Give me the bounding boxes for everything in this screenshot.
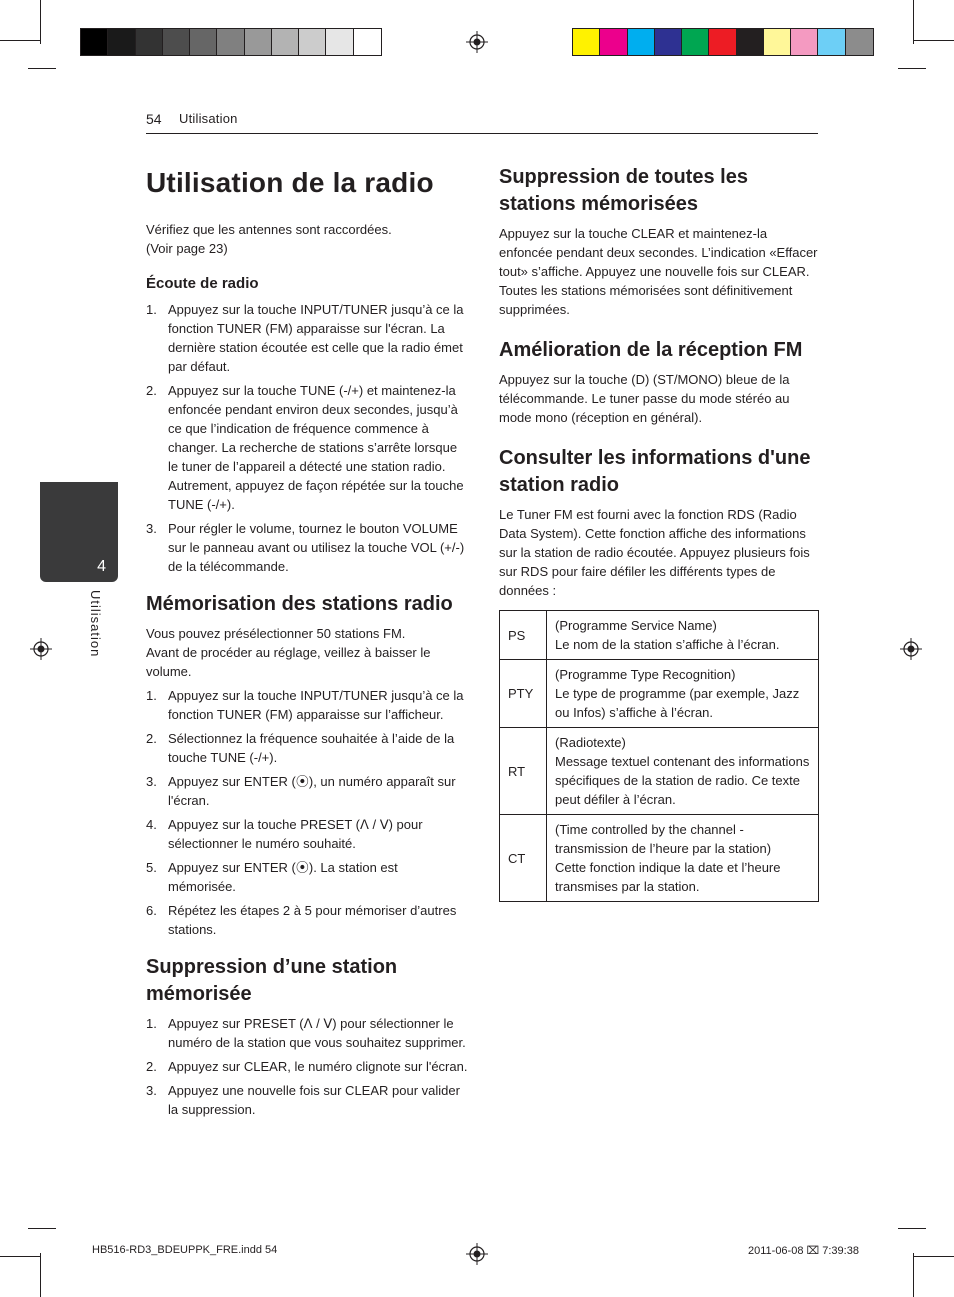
list-item [146, 901, 468, 939]
color-swatch [326, 29, 353, 55]
right-column [499, 160, 819, 902]
delete-steps [146, 1014, 468, 1119]
step-number: 2. [146, 730, 157, 746]
color-swatch [299, 29, 326, 55]
intro-text: Vérifiez que les antennes sont raccordées. [146, 221, 392, 237]
list-item [146, 300, 468, 376]
registration-mark-icon [466, 31, 488, 53]
body-text: Vous pouvez présélectionner 50 stations FM. [146, 625, 406, 641]
crop-mark [40, 1253, 41, 1297]
list-item [146, 772, 468, 810]
table-key: CT [500, 815, 547, 902]
table-value-line: (Time controlled by the channel - transmission de l’heure par la station) [555, 822, 772, 856]
color-swatch [791, 29, 818, 55]
color-swatch [136, 29, 163, 55]
section-heading: Mémorisation des stations radio [146, 592, 453, 615]
section-name: Utilisation [179, 111, 238, 126]
step-number: 5. [146, 859, 157, 875]
color-swatch [245, 29, 272, 55]
body-text: Appuyez sur la touche (D) (ST/MONO) bleue de la télécommande. Le tuner passe du mode stéréo au mode mono (réception en général). [499, 372, 790, 425]
color-swatch [81, 29, 108, 55]
crop-mark [898, 1228, 926, 1229]
list-item [146, 729, 468, 767]
color-swatch [600, 29, 627, 55]
table-row [500, 611, 819, 660]
list-item [146, 381, 468, 514]
color-swatch [818, 29, 845, 55]
chapter-label: Utilisation [88, 590, 103, 658]
color-swatch [846, 29, 873, 55]
list-item [146, 1014, 468, 1052]
crop-mark [914, 1256, 954, 1257]
section-heading: Écoute de radio [146, 274, 259, 292]
grayscale-bar [80, 28, 382, 56]
color-swatch [108, 29, 135, 55]
list-item [146, 686, 468, 724]
table-value [547, 728, 819, 815]
table-value-line: (Radiotexte) [555, 735, 626, 750]
table-value-line: Le nom de la station s’affiche à l’écran. [555, 637, 780, 652]
step-text: Appuyez sur CLEAR, le numéro clignote sur l'écran. [168, 1058, 468, 1074]
color-swatch [628, 29, 655, 55]
crop-mark [40, 0, 41, 44]
step-number: 3. [146, 520, 157, 536]
step-number: 4. [146, 816, 157, 832]
color-swatch [655, 29, 682, 55]
memorize-steps [146, 686, 468, 939]
table-key: PS [500, 611, 547, 660]
list-item [146, 1057, 468, 1076]
color-swatch [573, 29, 600, 55]
section-heading: Consulter les informations d'une station radio [499, 447, 811, 496]
crop-mark [0, 40, 40, 41]
color-swatch [272, 29, 299, 55]
crop-mark [913, 0, 914, 44]
chapter-number: 4 [97, 558, 106, 575]
table-row [500, 815, 819, 902]
date-slug: 2011-06-08 ⌧ 7:39:38 [748, 1245, 859, 1257]
chapter-tab [40, 482, 118, 582]
left-column [146, 160, 468, 1124]
step-number: 1. [146, 687, 157, 703]
step-text: Appuyez sur la touche PRESET (ᐱ / ᐯ) pour sélectionner le numéro souhaité. [168, 816, 423, 851]
listen-steps [146, 300, 468, 576]
step-text: Appuyez sur PRESET (ᐱ / ᐯ) pour sélectionner le numéro de la station que vous souhaitez supprimer. [168, 1015, 466, 1050]
table-value-line: Cette fonction indique la date et l’heure transmises par la station. [555, 860, 781, 894]
table-value-line: Message textuel contenant des informations spécifiques de la station de radio. Ce texte peut défiler à l’écran. [555, 754, 810, 807]
color-swatch [682, 29, 709, 55]
table-value-line: (Programme Service Name) [555, 618, 717, 633]
color-swatch [764, 29, 791, 55]
color-swatch [354, 29, 381, 55]
table-key: PTY [500, 660, 547, 728]
table-row [500, 660, 819, 728]
body-text: Appuyez sur la touche CLEAR et maintenez-la enfoncée pendant deux secondes. L’indication «Effacer tout» s’affiche. Appuyez une nouvelle fois sur CLEAR. Toutes les stations mémorisées sont définitivement supprimées. [499, 226, 818, 317]
step-text: Pour régler le volume, tournez le bouton VOLUME sur le panneau avant ou utilisez la touche VOL (+/-) de la télécommande. [168, 520, 465, 574]
step-number: 1. [146, 1015, 157, 1031]
body-text: Le Tuner FM est fourni avec la fonction RDS (Radio Data System). Cette fonction affiche des informations sur la station de radio écoutée. Appuyez plusieurs fois sur RDS pour faire défiler les différents types de données : [499, 507, 810, 598]
page-title: Utilisation de la radio [146, 167, 434, 198]
table-value [547, 815, 819, 902]
crop-mark [28, 68, 56, 69]
step-number: 6. [146, 902, 157, 918]
color-swatch [190, 29, 217, 55]
table-value-line: (Programme Type Recognition) [555, 667, 736, 682]
crop-mark [28, 1228, 56, 1229]
file-slug: HB516-RD3_BDEUPPK_FRE.indd 54 [92, 1244, 278, 1256]
registration-mark-icon [30, 638, 52, 660]
step-text: Appuyez sur la touche INPUT/TUNER jusqu’à ce la fonction TUNER (FM) apparaisse sur l'écran. La dernière station écoutée est celle que la radio émet par défaut. [168, 301, 464, 374]
running-header [146, 110, 818, 134]
registration-mark-icon [466, 1243, 488, 1265]
table-value [547, 611, 819, 660]
step-text: Appuyez sur la touche INPUT/TUNER jusqu’à ce la fonction TUNER (FM) apparaisse sur l’afficheur. [168, 687, 464, 722]
section-heading: Suppression d’une station mémorisée [146, 955, 398, 1005]
section-heading: Suppression de toutes les stations mémorisées [499, 166, 748, 215]
color-swatch [737, 29, 764, 55]
intro-text: (Voir page 23) [146, 240, 228, 256]
step-text: Appuyez une nouvelle fois sur CLEAR pour valider la suppression. [168, 1082, 460, 1117]
color-swatch [163, 29, 190, 55]
section-heading: Amélioration de la réception FM [499, 339, 803, 361]
table-value [547, 660, 819, 728]
body-text: Avant de procéder au réglage, veillez à baisser le volume. [146, 644, 431, 679]
step-text: Appuyez sur ENTER (⦿). La station est mémorisée. [168, 859, 398, 894]
step-number: 2. [146, 382, 157, 398]
step-text: Appuyez sur ENTER (⦿), un numéro apparaît sur l'écran. [168, 773, 456, 808]
step-text: Appuyez sur la touche TUNE (-/+) et maintenez-la enfoncée pendant environ deux secondes, jusqu’à ce que l’indication de fréquence commence à changer. La recherche de stations s’arrête lorsque le tuner de l’appareil a détecté une station radio. Autrement, appuyez de façon répétée sur la touche TUNE (-/+). [168, 382, 464, 512]
crop-mark [898, 68, 926, 69]
step-text: Répétez les étapes 2 à 5 pour mémoriser d’autres stations. [168, 902, 457, 937]
step-number: 2. [146, 1058, 157, 1074]
table-value-line: Le type de programme (par exemple, Jazz ou Infos) s’affiche à l’écran. [555, 686, 800, 720]
list-item [146, 815, 468, 853]
step-number: 1. [146, 301, 157, 317]
color-swatch [217, 29, 244, 55]
crop-mark [913, 1253, 914, 1297]
registration-mark-icon [900, 638, 922, 660]
color-swatch [709, 29, 736, 55]
list-item [146, 1081, 468, 1119]
crop-mark [0, 1256, 40, 1257]
step-number: 3. [146, 773, 157, 789]
list-item [146, 519, 468, 576]
list-item [146, 858, 468, 896]
table-key: RT [500, 728, 547, 815]
step-text: Sélectionnez la fréquence souhaitée à l’aide de la touche TUNE (-/+). [168, 730, 455, 765]
color-bar [572, 28, 874, 56]
crop-mark [914, 40, 954, 41]
rds-table [499, 610, 819, 902]
page-number: 54 [146, 111, 162, 127]
step-number: 3. [146, 1082, 157, 1098]
table-row [500, 728, 819, 815]
